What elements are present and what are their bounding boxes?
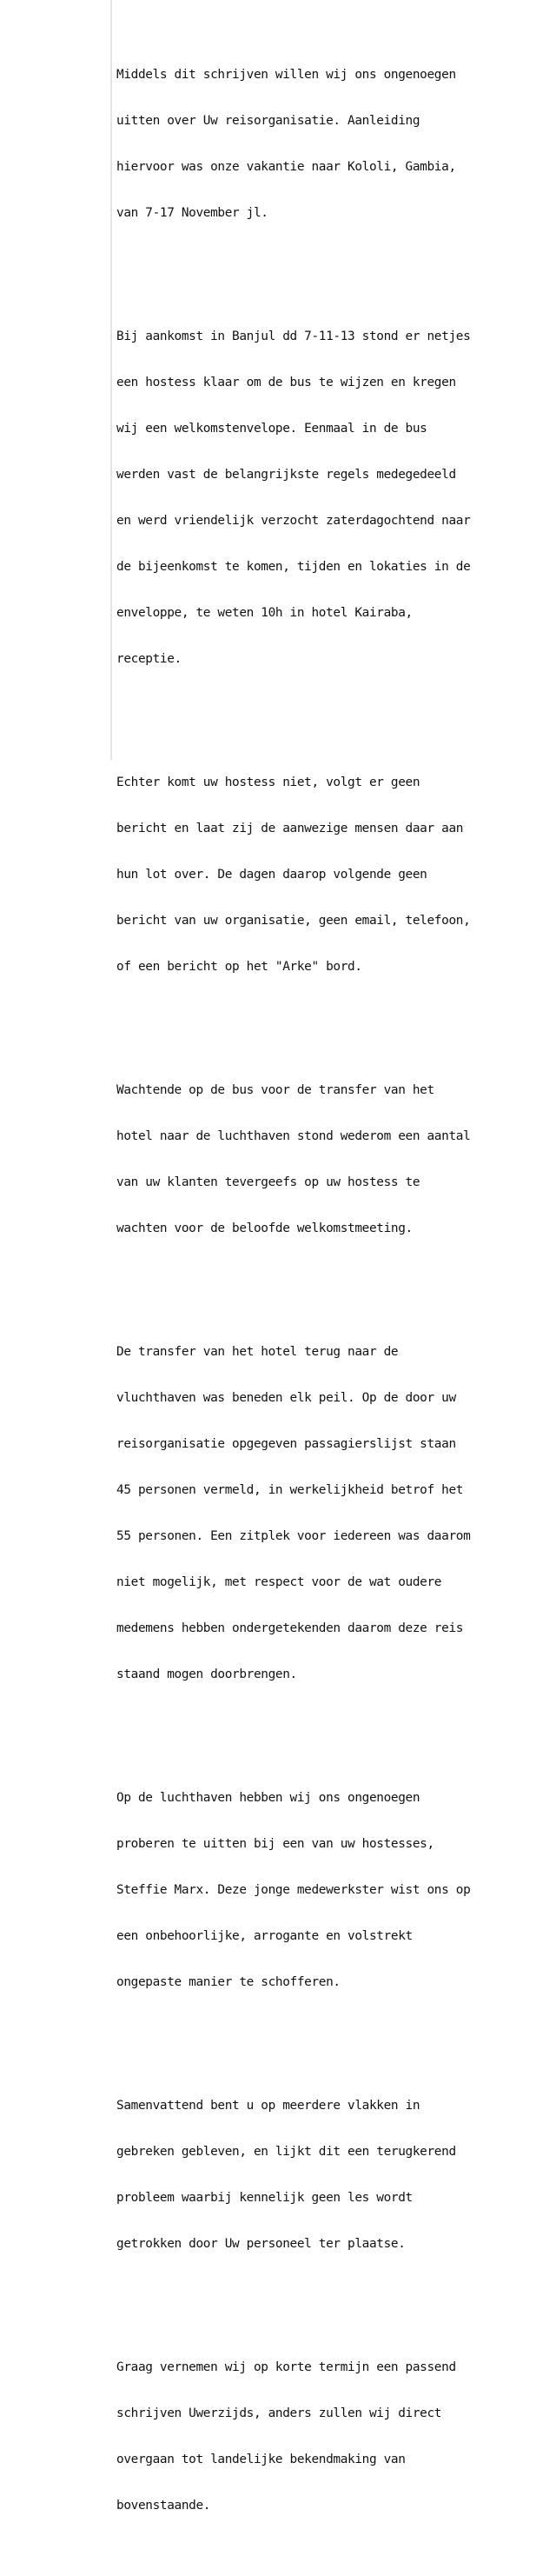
text-line: hotel naar de luchthaven stond wederom een aantal bbox=[116, 1129, 471, 1143]
text-line: Graag vernemen wij op korte termijn een passend bbox=[116, 2360, 456, 2374]
text-line: of een bericht op het "Arke" bord. bbox=[116, 960, 362, 975]
text-line: van uw klanten tevergeefs op uw hostess te bbox=[116, 1175, 420, 1190]
text-line: getrokken door Uw personeel ter plaatse. bbox=[116, 2237, 406, 2252]
text-line: receptie. bbox=[116, 652, 182, 667]
text-line: van 7-17 November jl. bbox=[116, 206, 268, 221]
text-line: wij een welkomstenvelope. Eenmaal in de bus bbox=[116, 421, 427, 436]
paragraph bbox=[116, 745, 556, 1007]
text-line: hiervoor was onze vakantie naar Kololi, Gambia, bbox=[116, 160, 456, 174]
text-line: hun lot over. De dagen daarop volgende geen bbox=[116, 868, 427, 882]
text-line: probleem waarbij kennelijk geen les wordt bbox=[116, 2191, 413, 2206]
text-line: De transfer van het hotel terug naar de bbox=[116, 1344, 399, 1359]
paragraph bbox=[116, 298, 556, 698]
text-line: Samenvattend bent u op meerdere vlakken in bbox=[116, 2099, 420, 2113]
text-line: bericht van uw organisatie, geen email, telefoon, bbox=[116, 914, 471, 929]
paragraph bbox=[116, 1053, 556, 1268]
text-line: bericht en laat zij de aanwezige mensen daar aan bbox=[116, 822, 464, 836]
text-line: Steffie Marx. Deze jonge medewerkster wist ons op bbox=[116, 1883, 471, 1898]
text-line: ongepaste manier te schofferen. bbox=[116, 1975, 341, 1990]
text-line: 55 personen. Een zitplek voor iedereen was daarom bbox=[116, 1529, 471, 1544]
text-line: proberen te uitten bij een van uw hostesses, bbox=[116, 1837, 434, 1852]
text-line: de bijeenkomst te komen, tijden en lokaties in de bbox=[116, 560, 471, 575]
paragraph bbox=[116, 1314, 556, 1714]
text-line: uitten over Uw reisorganisatie. Aanleiding bbox=[116, 113, 420, 128]
text-line: reisorganisatie opgegeven passagierslijst staan bbox=[116, 1436, 456, 1451]
text-line: Wachtende op de bus voor de transfer van het bbox=[116, 1082, 434, 1097]
letter-body bbox=[116, 6, 556, 2576]
text-line: een onbehoorlijke, arrogante en volstrekt bbox=[116, 1929, 413, 1944]
text-line: medemens hebben ondergetekenden daarom deze reis bbox=[116, 1621, 464, 1636]
paragraph bbox=[116, 1761, 556, 2022]
quote-gutter-line bbox=[110, 0, 112, 760]
text-line: enveloppe, te weten 10h in hotel Kairaba, bbox=[116, 606, 413, 621]
text-line: vluchthaven was beneden elk peil. Op de door uw bbox=[116, 1390, 456, 1405]
text-line: overgaan tot landelijke bekendmaking van bbox=[116, 2453, 406, 2467]
text-line: 45 personen vermeld, in werkelijkheid betrof het bbox=[116, 1483, 464, 1498]
text-line: Op de luchthaven hebben wij ons ongenoegen bbox=[116, 1791, 420, 1806]
text-line: schrijven Uwerzijds, anders zullen wij direct bbox=[116, 2406, 442, 2420]
text-line: Middels dit schrijven willen wij ons ongenoegen bbox=[116, 67, 456, 82]
text-line: Echter komt uw hostess niet, volgt er geen bbox=[116, 775, 420, 789]
paragraph bbox=[116, 37, 556, 252]
text-line: gebreken gebleven, en lijkt dit een terugkerend bbox=[116, 2145, 456, 2160]
text-line: werden vast de belangrijkste regels medegedeeld bbox=[116, 467, 456, 482]
text-line: bovenstaande. bbox=[116, 2499, 211, 2513]
text-line: Bij aankomst in Banjul dd 7-11-13 stond er netjes bbox=[116, 329, 471, 343]
text-line: niet mogelijk, met respect voor de wat oudere bbox=[116, 1575, 442, 1590]
text-line: en werd vriendelijk verzocht zaterdagochtend naar bbox=[116, 514, 471, 529]
paragraph bbox=[116, 2068, 556, 2284]
text-line: staand mogen doorbrengen. bbox=[116, 1667, 297, 1682]
text-line: een hostess klaar om de bus te wijzen en kregen bbox=[116, 375, 456, 389]
paragraph bbox=[116, 2329, 556, 2545]
text-line: wachten voor de beloofde welkomstmeeting. bbox=[116, 1221, 413, 1236]
